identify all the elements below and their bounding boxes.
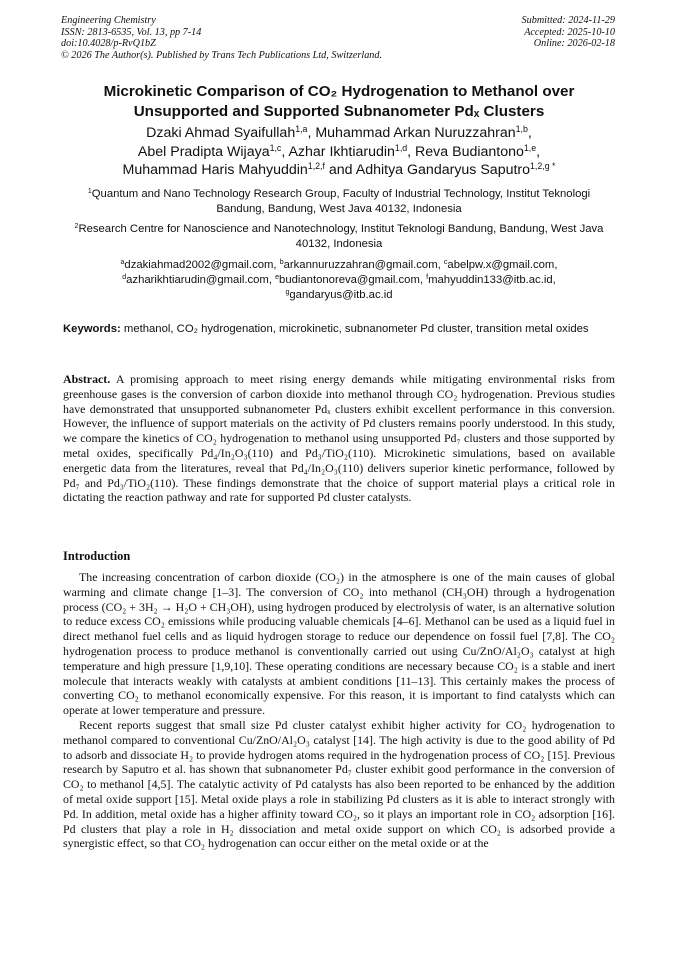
issn-line: ISSN: 2813-6535, Vol. 13, pp 7-14 [61, 26, 202, 38]
paper-title [40, 82, 638, 122]
author-affil-mark: 1,e [523, 142, 537, 153]
affiliation-2 [70, 222, 608, 253]
keywords-label: Keywords: [63, 323, 121, 335]
author-name: Muhammad Haris Mahyuddin [122, 162, 308, 179]
abstract-label: Abstract. [63, 372, 111, 386]
author-affil-mark: 1,a [295, 124, 308, 135]
copyright-line: © 2026 The Author(s). Published by Trans Tech Publications Ltd, Switzerland. [61, 49, 383, 61]
submitted-date: Submitted: 2024-11-29 [521, 15, 615, 26]
email-link[interactable]: arkannuruzzahran@gmail.com [283, 259, 438, 271]
affiliation-text: Quantum and Nano Technology Research Group, Faculty of Industrial Technology, Institut Teknologi Bandung, Bandung, West Java 40132, Indonesia [91, 188, 591, 216]
author-name: Reva Budiantono [415, 143, 524, 160]
author-list: Dzaki Ahmad Syaifullah$^{1,a}$, Muhammad Arkan Nuruzzahran$^{1,b}$, Abel Pradipta Wijaya$^{1,c}$, Azhar Ikhtiarudin$^{1,d}$, Reva Budiantono$^{1,e}$, Muhammad Haris Mahyuddin$^{1,2,f}$ and Adhitya Gandaryus Saputro$^{1,2,g *}$ [122, 124, 556, 179]
paragraph: Recent reports suggest that small size Pd cluster catalyst exhibit higher activity for CO₂ hydrogenation to methanol compared to conventional Cu/ZnO/Al₂O₃ catalyst [14]. The high activity is due to the good ability of Pd to adsorb and dissociate H₂ to provide hydrogen atoms required in the hydrogenation process of CO₂ [15]. Previous research by Saputro et al. has shown that subnanometer Pd₇ cluster exhibit good performance in the conversion of CO₂ to methanol [4,5]. The catalytic activity of Pd catalysts has also been reported to be enhanced by the addition of metal oxide support [15]. Metal oxide plays a role in stabilizing Pd clusters as it is able to interact strongly with Pd. In addition, metal oxide has a higher affinity toward CO₂, so it plays an important role in CO₂ adsorption [16]. Pd clusters that play a role in H₂ dissociation and metal oxide support on which CO₂ is adsorbed provide a synergistic effect, so that CO₂ hydrogenation can occur either on the metal oxide or at the [63, 717, 615, 851]
title-line-2: Unsupported and Supported Subnanometer Pdₓ Clusters [133, 103, 545, 120]
email-list: $^a$dzakiahmad2002@gmail.com, $^b$arkannuruzzahran@gmail.com, $^c$abelpw.x@gmail.com, $^d$azharikhtiarudin@gmail.com, $^e$budiantonoreva@gmail.com, $^f$mahyuddin133@itb.ac.id, $^g$gandaryus@itb.ac.id [120, 259, 558, 302]
author-name: Muhammad Arkan Nuruzzahran [315, 125, 516, 141]
journal-header [61, 15, 382, 61]
author-affil-mark: 1,b [515, 124, 528, 135]
email-link[interactable]: mahyuddin133@itb.ac.id [428, 274, 553, 287]
paragraph: The increasing concentration of carbon dioxide (CO₂) in the atmosphere is one of the main causes of global warming and climate change [1–3]. The conversion of CO₂ into methanol (CH₃OH) through a hydrogenation process (CO₂ + 3H₂ → H₂O + CH₃OH), using hydrogen produced by electrolysis of water, is an alternative solution to reduce excess CO₂ emissions while producing valuable chemicals [4–6]. Methanol can be used as a liquid fuel in direct methanol fuel cells and as liquid hydrogen storage to reduce our dependence on fossil fuel [7,8]. The CO₂ hydrogenation process to produce methanol is conventionally carried out using Cu/ZnO/Al₂O₃ catalyst at high temperature and high pressure [1,9,10]. These operating conditions are necessary because CO₂ is a stable and inert molecule that interacts weakly with catalysts at ambient conditions [11–13]. This certainly makes the process of converting CO₂ to methanol economically expensive. For this reason, it is important to find catalysts which can operate at lower temperature and pressure. [63, 570, 615, 718]
keywords-block [63, 322, 615, 337]
author-affil-mark: 1,d [394, 142, 408, 153]
author-name: Abel Pradipta Wijaya [137, 143, 270, 160]
keywords-text: methanol, CO₂ hydrogenation, microkinetic, subnanometer Pd cluster, transition metal oxides [123, 323, 589, 335]
affiliation-1 [70, 187, 608, 218]
email-link[interactable]: dzakiahmad2002@gmail.com [124, 259, 274, 271]
email-link[interactable]: azharikhtiarudin@gmail.com [126, 274, 269, 287]
abstract-text: A promising approach to meet rising energy demands while mitigating environmental risks from greenhouse gases is the conversion of carbon dioxide into methanol through CO₂ hydrogenation. Previous studies have demonstrated that unsupported subnanometer Pdₓ clusters exhibit excellent performance in this conversion. However, the influence of support materials on the activity of Pd clusters remains poorly understood. In this study, we compare the kinetics of CO₂ hydrogenation to methanol using unsupported Pd₇ clusters and those supported by metal oxides, specifically Pd₄/In₂O₃(110) and Pd₃/TiO₂(110). Microkinetic simulations, based on available energetic data from the literatures, reveal that Pd₄/In₂O₃(110) delivers superior kinetic performance, followed by Pd₇ and Pd₃/TiO₂(110). These findings demonstrate that the choice of support material plays a critical role in dictating the reaction pathway and rate for supported Pd cluster catalysts. [63, 372, 615, 505]
introduction-body [63, 570, 615, 851]
title-line-1: Microkinetic Comparison of CO₂ Hydrogenation to Methanol over [103, 83, 575, 100]
affiliation-number: 2 [74, 223, 79, 231]
abstract-block [63, 372, 615, 505]
author-name: Azhar Ikhtiarudin [288, 143, 395, 160]
email-link[interactable]: budiantonoreva@gmail.com [279, 274, 420, 287]
dates-header [522, 15, 615, 50]
affiliation-number: 1 [87, 188, 92, 196]
author-affil-mark: 1,2,f [307, 161, 325, 172]
author-name: Dzaki Ahmad Syaifullah [146, 125, 296, 141]
journal-name: Engineering Chemistry [61, 15, 156, 26]
author-name: Adhitya Gandaryus Saputro [355, 162, 531, 179]
accepted-date: Accepted: 2025-10-10 [524, 26, 615, 38]
author-affil-mark: 1,c [269, 142, 282, 153]
affiliation-text: Research Centre for Nanoscience and Nanotechnology, Institut Teknologi Bandung, Bandung, West Java 40132, Indonesia [78, 223, 604, 251]
email-link[interactable]: abelpw.x@gmail.com [447, 259, 555, 271]
email-link[interactable]: gandaryus@itb.ac.id [289, 289, 393, 302]
author-affil-mark: 1,2,g * [530, 161, 556, 172]
doi-line: doi:10.4028/p-RvQ1bZ [61, 38, 156, 50]
online-date: Online: 2026-02-18 [533, 38, 615, 50]
section-heading-introduction: Introduction [63, 549, 131, 563]
